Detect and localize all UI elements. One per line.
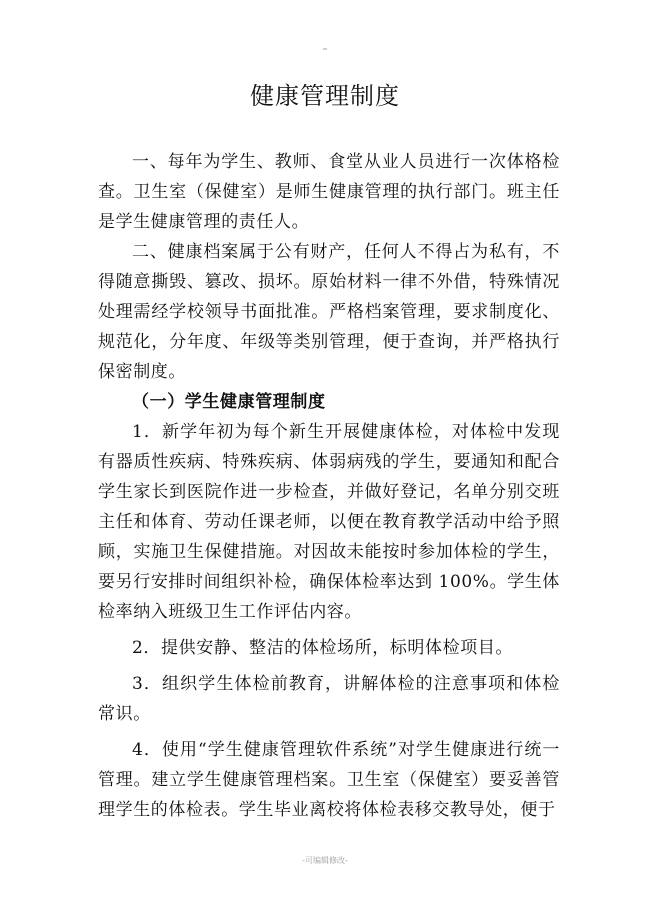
page-footer: -可编辑修改- [302,856,348,865]
item-1: 1．新学年初为每个新生开展健康体检，对体检中发现有器质性疾病、特殊疾病、体弱病残的学生，要通知和配合学生家长到医院作进一步检查，并做好登记，名单分别交班主任和体育、劳动任课老师，以便在教育教学活动中给予照顾，实施卫生保健措施。对因故未能按时参加体检的学生，要另行安排时间组织补检，确保体检率达到 100%。学生体检率纳入班级卫生工作评估内容。 [98,422,560,622]
document-title: 健康管理制度 [250,82,400,110]
item-4: 4．使用“学生健康管理软件系统”对学生健康进行统一管理。建立学生健康管理档案。卫生室（保健室）要妥善管理学生的体检表。学生毕业离校将体检表移交教导处，便于 [98,740,560,820]
document-body [98,147,560,825]
item-3: 3．组织学生体检前教育，讲解体检的注意事项和体检常识。 [98,674,560,724]
item-2: 2．提供安静、整洁的体检场所，标明体检项目。 [132,638,514,658]
section-heading: （一）学生健康管理制度 [132,392,326,412]
paragraph-2: 二、健康档案属于公有财产，任何人不得占为私有，不得随意撕毁、篡改、损坏。原始材料一律不外借，特殊情况处理需经学校领导书面批准。严格档案管理，要求制度化、规范化，分年度、年级等类别管理，便于查询，并严格执行保密制度。 [98,242,560,382]
page-marker [323,48,327,50]
paragraph-1: 一、每年为学生、教师、食堂从业人员进行一次体格检查。卫生室（保健室）是师生健康管理的执行部门。班主任是学生健康管理的责任人。 [98,152,560,232]
